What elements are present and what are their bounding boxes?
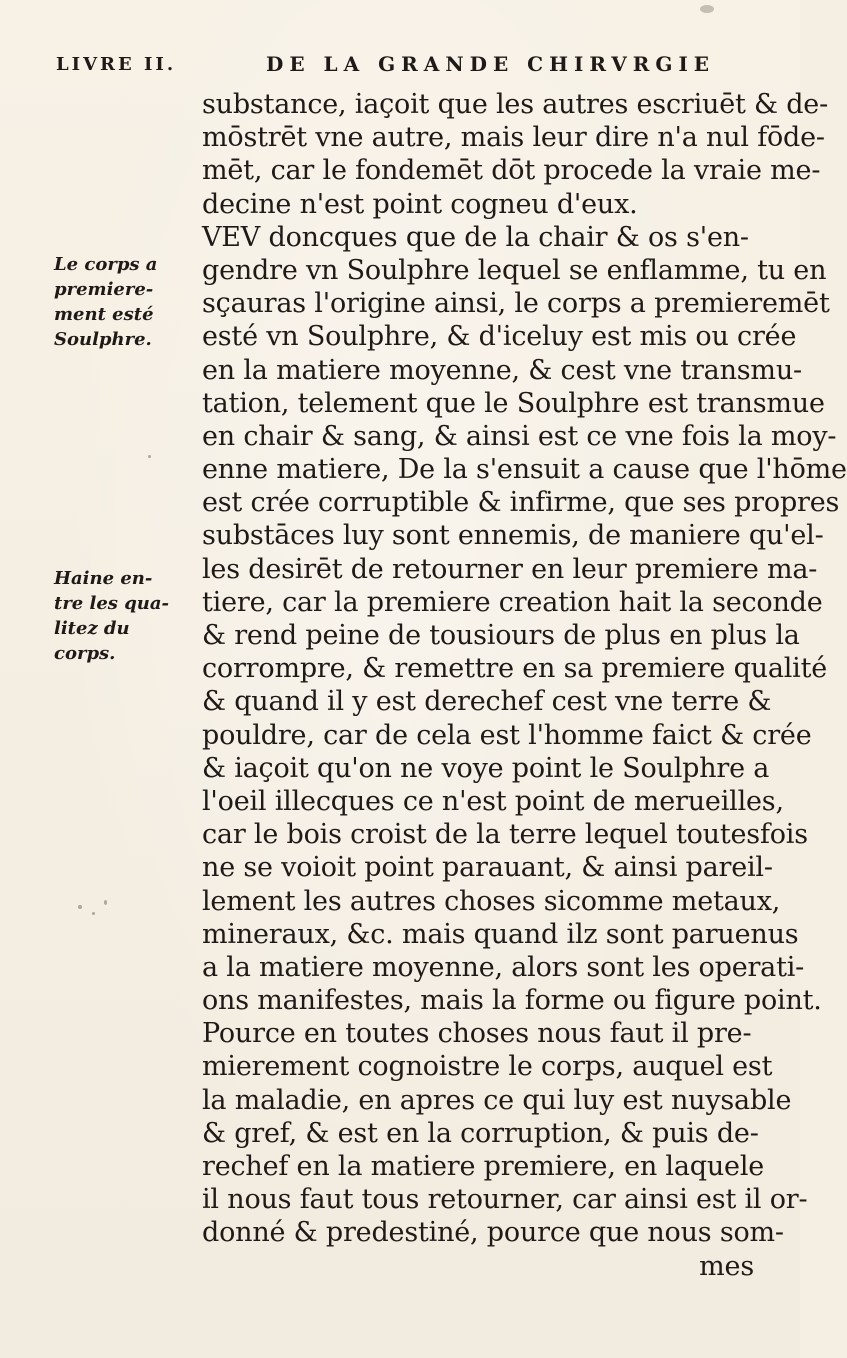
body-text [202,88,847,1283]
text-line: il nous faut tous retourner, car ainsi est il or- [202,1184,808,1216]
text-line: & iaçoit qu'on ne voye point le Soulphre a [202,752,770,784]
text-line: ons manifestes, mais la forme ou figure point. [202,985,822,1017]
catchword: mes [699,1250,754,1282]
text-line: & quand il y est derechef cest vne terre & [202,686,772,718]
text-line: corrompre, & remettre en sa premiere qualité [202,653,828,685]
text-line: esté vn Soulphre, & d'iceluy est mis ou crée [202,321,797,353]
text-line: en chair & sang, & ainsi est ce vne fois la moy- [202,420,837,452]
text-line: gendre vn Soulphre lequel se enflamme, tu en [202,254,827,286]
text-line: mōstrēt vne autre, mais leur dire n'a nul fōde- [202,122,825,154]
text-line: car le bois croist de la terre lequel toutesfois [202,819,808,851]
text-line: a la matiere moyenne, alors sont les operati- [202,951,805,983]
text-line: pouldre, car de cela est l'homme faict & crée [202,719,812,751]
text-line: est crée corruptible & infirme, que ses propres [202,487,840,519]
text-line: & gref, & est en la corruption, & puis de- [202,1117,759,1149]
text-line: donné & predestiné, pource que nous som- [202,1217,784,1249]
ink-speck [92,912,95,915]
text-line: tation, telement que le Soulphre est transmue [202,387,825,419]
text-line: lement les autres choses sicomme metaux, [202,885,781,917]
margin-note-line: Haine en- [54,568,153,589]
margin-note-line: tre les qua- [54,593,170,614]
ink-speck [148,455,151,458]
text-line: mēt, car le fondemēt dōt procede la vraie me- [202,155,821,187]
text-line: ne se voioit point parauant, & ainsi pareil- [202,852,773,884]
text-line: substance, iaçoit que les autres escriuēt & de- [202,89,829,120]
text-line: & rend peine de tousiours de plus en plus la [202,620,800,651]
text-line: l'oeil illecques ce n'est point de merueilles, [202,785,784,817]
text-line: decine n'est point cogneu d'eux. [202,188,638,220]
margin-note-line: premiere- [54,279,154,300]
text-line: les desirēt de retourner en leur premiere ma- [202,553,818,585]
text-line: mineraux, &c. mais quand ilz sont paruenus [202,918,799,950]
running-header [56,50,746,82]
margin-note-line: ment esté [54,304,154,325]
ink-speck [78,905,82,909]
text-line: tiere, car la premiere creation hait la seconde [202,586,823,618]
text-line: mierement cognoistre le corps, auquel est [202,1051,773,1083]
margin-note-corps-soulphre [54,252,184,352]
text-line: Pource en toutes choses nous faut il pre- [202,1018,752,1050]
text-line: en la matiere moyenne, & cest vne transmu- [202,354,802,386]
text-line: enne matiere, De la s'ensuit a cause que l'hōme [202,454,847,486]
margin-note-line: litez du [54,618,130,639]
running-title: DE LA GRANDE CHIRVRGIE [266,52,716,76]
margin-note-haine-qualitez [54,566,184,666]
margin-note-line: corps. [54,643,116,664]
text-line: substāces luy sont ennemis, de maniere qu'el- [202,520,824,552]
text-line: sçauras l'origine ainsi, le corps a premieremēt [202,288,830,320]
margin-note-line: Le corps a [54,254,158,275]
text-line: la maladie, en apres ce qui luy est nuysable [202,1084,792,1116]
ink-speck [700,5,714,13]
book-number: LIVRE II. [56,54,177,75]
margin-note-line: Soulphre. [54,329,152,350]
text-line: VEV doncques que de la chair & os s'en- [202,221,749,253]
text-line: rechef en la matiere premiere, en laquele [202,1151,765,1182]
ink-speck [104,900,107,905]
